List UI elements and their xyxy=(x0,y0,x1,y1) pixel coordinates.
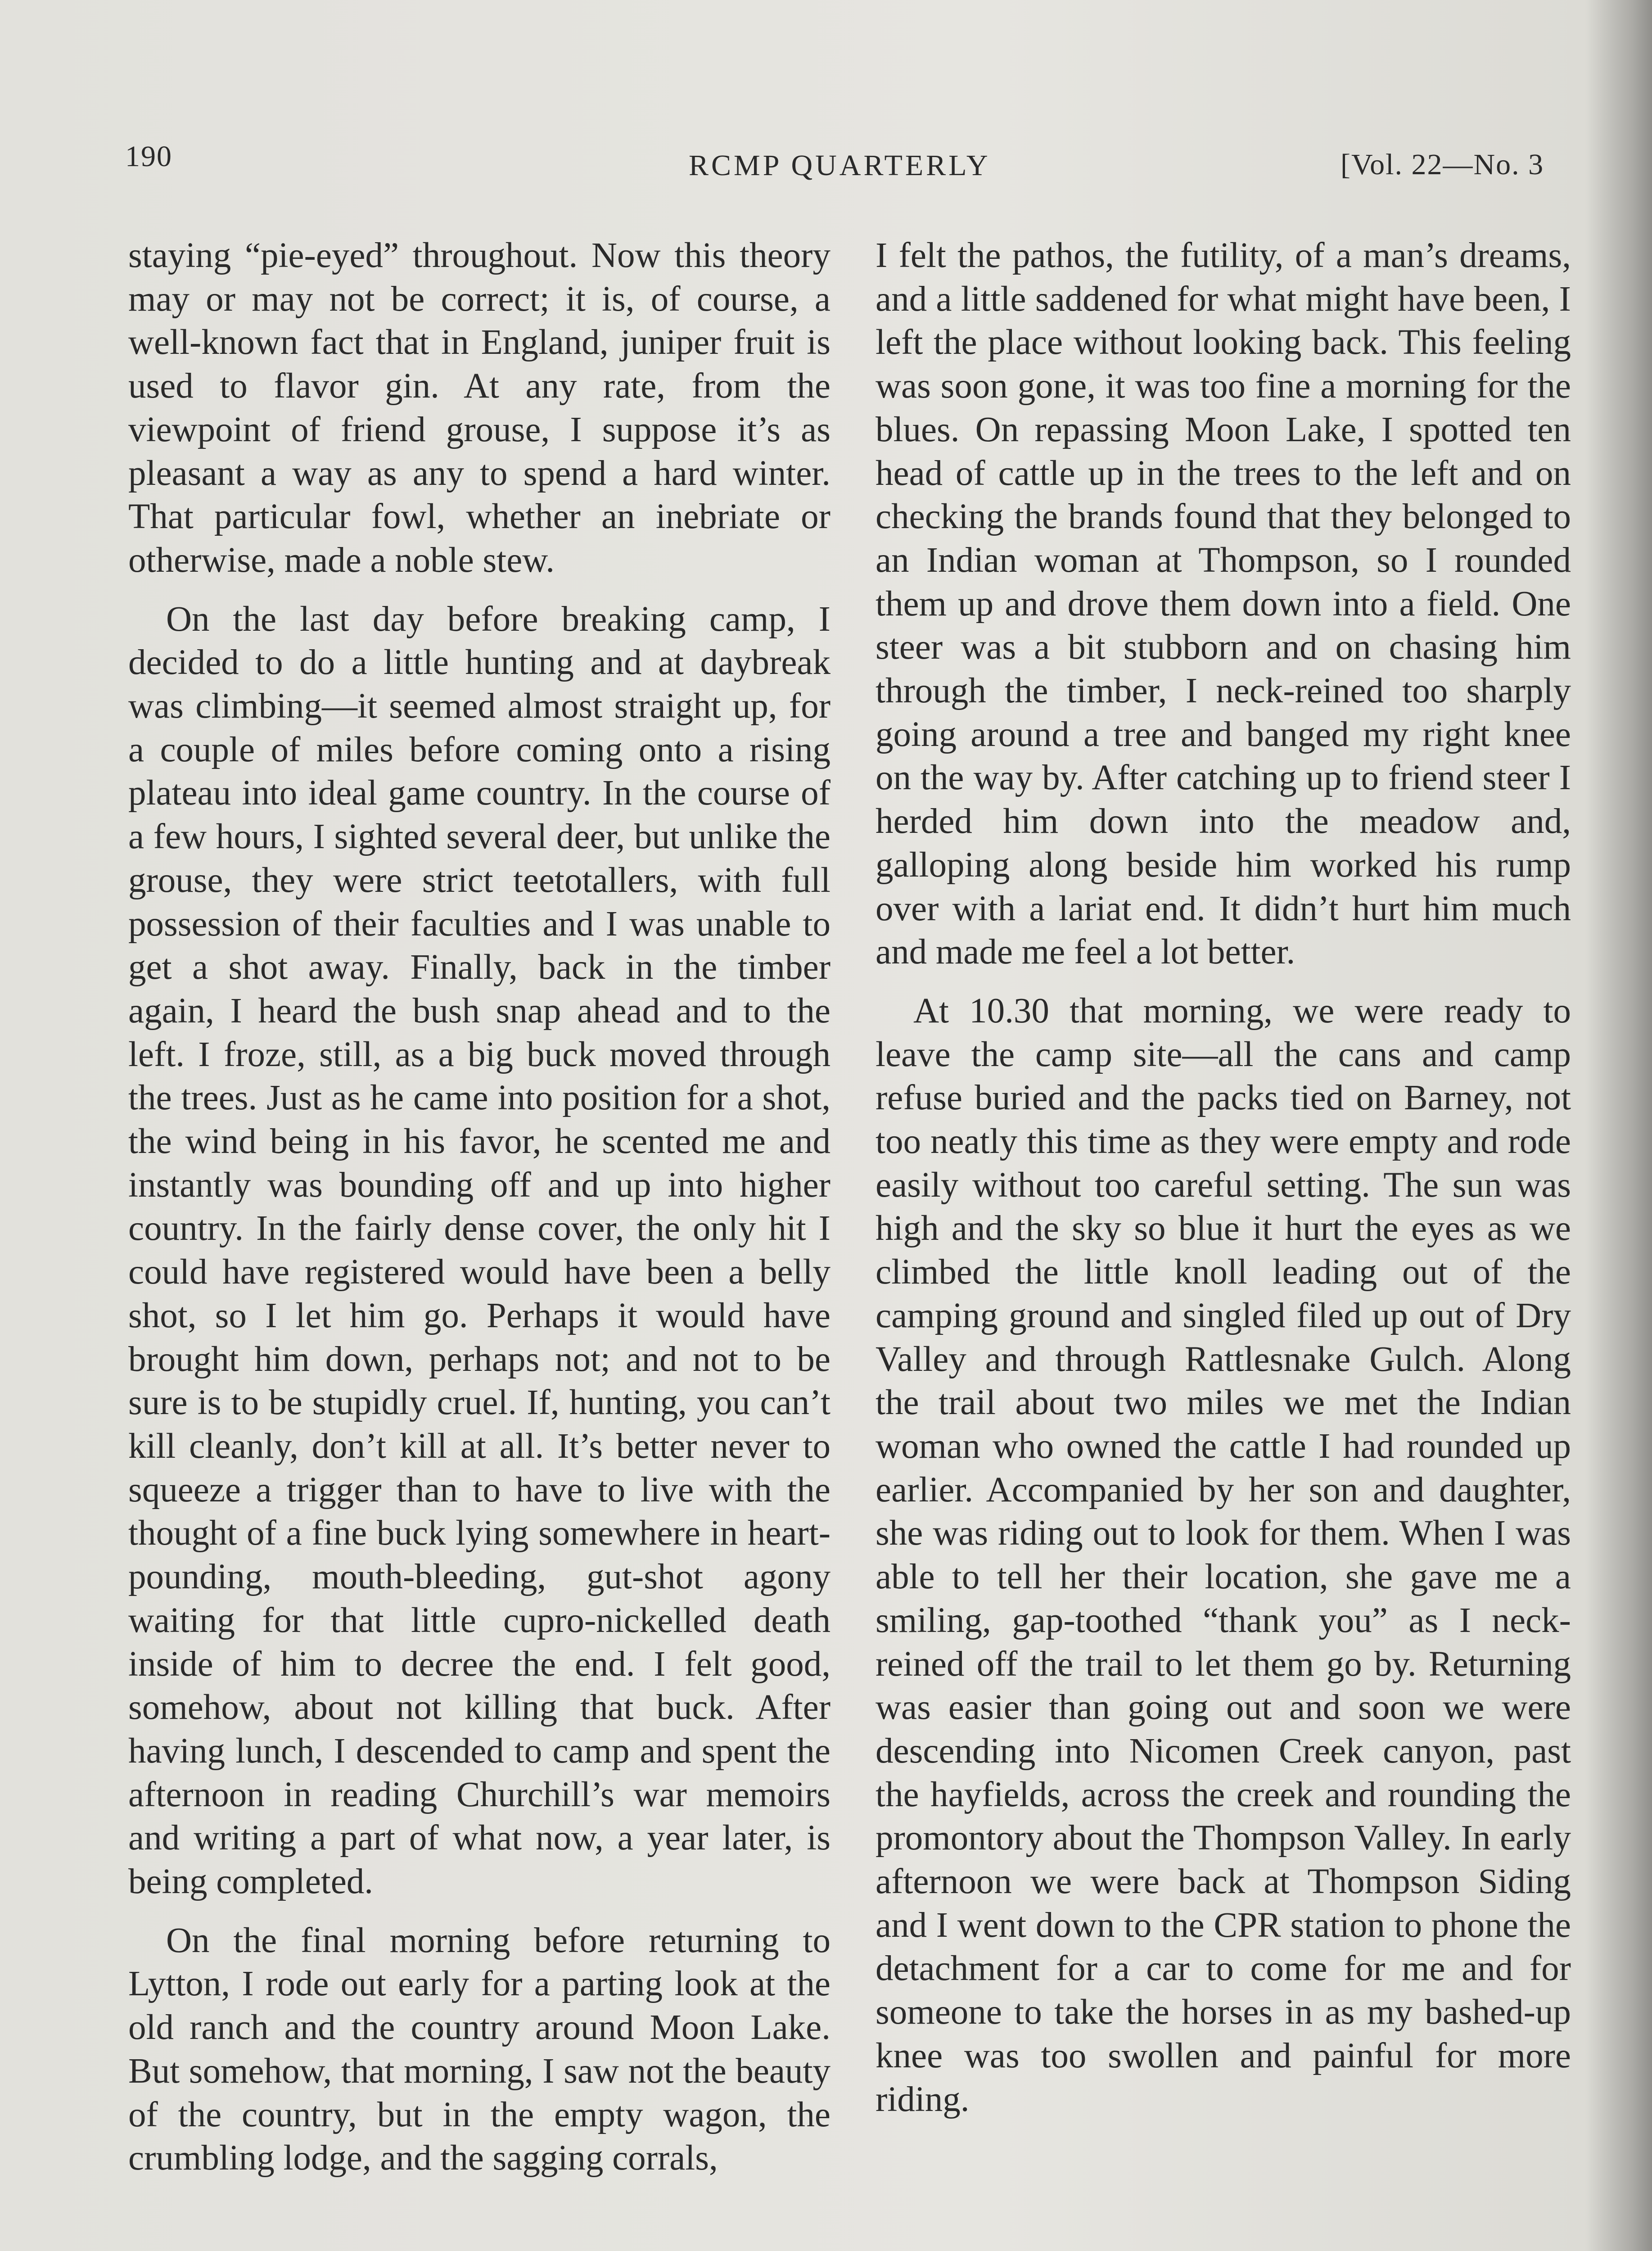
volume-label: [Vol. 22—No. 3 xyxy=(1341,148,1544,181)
paragraph: staying “pie-eyed” throughout. Now this theory may or may not be correct; it is, of course, a well-known fact that in England, juniper fruit is used to flavor gin. At any rate, from the viewpoint of friend grouse, I suppose it’s as pleasant a way as any to spend a hard winter. That particular fowl, whether an inebriate or otherwise, made a noble stew. xyxy=(128,236,831,580)
running-title: RCMP QUARTERLY xyxy=(689,149,991,182)
paragraph: At 10.30 that morning, we were ready to leave the camp site—all the cans and camp refuse buried and the packs tied on Barney, not too neatly this time as they were empty and rode easily without too careful setting. The sun was high and the sky so blue it hurt the eyes as we climbed the little knoll leading out of the camping ground and singled filed up out of Dry Valley and through Rattlesnake Gulch. Along the trail about two miles we met the Indian woman who owned the cattle I had rounded up earlier. Accompanied by her son and daughter, she was riding out to look for them. When I was able to tell her their location, she gave me a smiling, gap-toothed “thank you” as I neck-reined off the trail to let them go by. Returning was easier than going out and soon we were descending into Nicomen Creek canyon, past the hayfields, across the creek and rounding the promontory about the Thompson Valley. In early afternoon we were back at Thompson Siding and I went down to the CPR station to phone the detachment for a car to come for me and for someone to take the horses in as my bashed-up knee was too swollen and painful for more riding. xyxy=(876,991,1571,2119)
paragraph: On the last day before breaking camp, I decided to do a little hunting and at daybreak was climbing—it seemed almost straight up, for a couple of miles before coming onto a rising plateau into ideal game country. In the course of a few hours, I sighted several deer, but unlike the grouse, they were strict teetotallers, with full possession of their faculties and I was unable to get a shot away. Finally, back in the timber again, I heard the bush snap ahead and to the left. I froze, still, as a big buck moved through the trees. Just as he came into position for a shot, the wind being in his favor, he scented me and instantly was bounding off and up into higher country. In the fairly dense cover, the only hit I could have registered would have been a belly shot, so I let him go. Perhaps it would have brought him down, perhaps not; and not to be sure is to be stupidly cruel. If, hunting, you can’t kill cleanly, don’t kill at all. It’s better never to squeeze a trigger than to have to live with the thought of a fine buck lying somewhere in heart-pounding, mouth-bleeding, gut-shot agony waiting for that little cupro-nickelled death inside of him to decree the end. I felt good, somehow, about not killing that buck. After having lunch, I descended to camp and spent the afternoon in reading Churchill’s war memoirs and writing a part of what now, a year later, is being completed. xyxy=(128,599,831,1902)
page-number: 190 xyxy=(125,140,172,173)
right-column xyxy=(876,234,1571,2137)
left-column xyxy=(128,234,831,2196)
page-edge-shadow xyxy=(1584,0,1652,2251)
paragraph: On the final morning before returning to Lytton, I rode out early for a parting look at the old ranch and the country around Moon Lake. But somehow, that morning, I saw not the beauty of the country, but in the empty wagon, the crumbling lodge, and the sagging corrals, xyxy=(128,1921,831,2178)
paragraph: I felt the pathos, the futility, of a man’s dreams, and a little saddened for what might have been, I left the place without looking back. This feeling was soon gone, it was too fine a morning for the blues. On repassing Moon Lake, I spotted ten head of cattle up in the trees to the left and on checking the brands found that they belonged to an Indian woman at Thompson, so I rounded them up and drove them down into a field. One steer was a bit stubborn and on chasing him through the timber, I neck-reined too sharply going around a tree and banged my right knee on the way by. After catching up to friend steer I herded him down into the meadow and, galloping along beside him worked his rump over with a lariat end. It didn’t hurt him much and made me feel a lot better. xyxy=(876,236,1571,972)
